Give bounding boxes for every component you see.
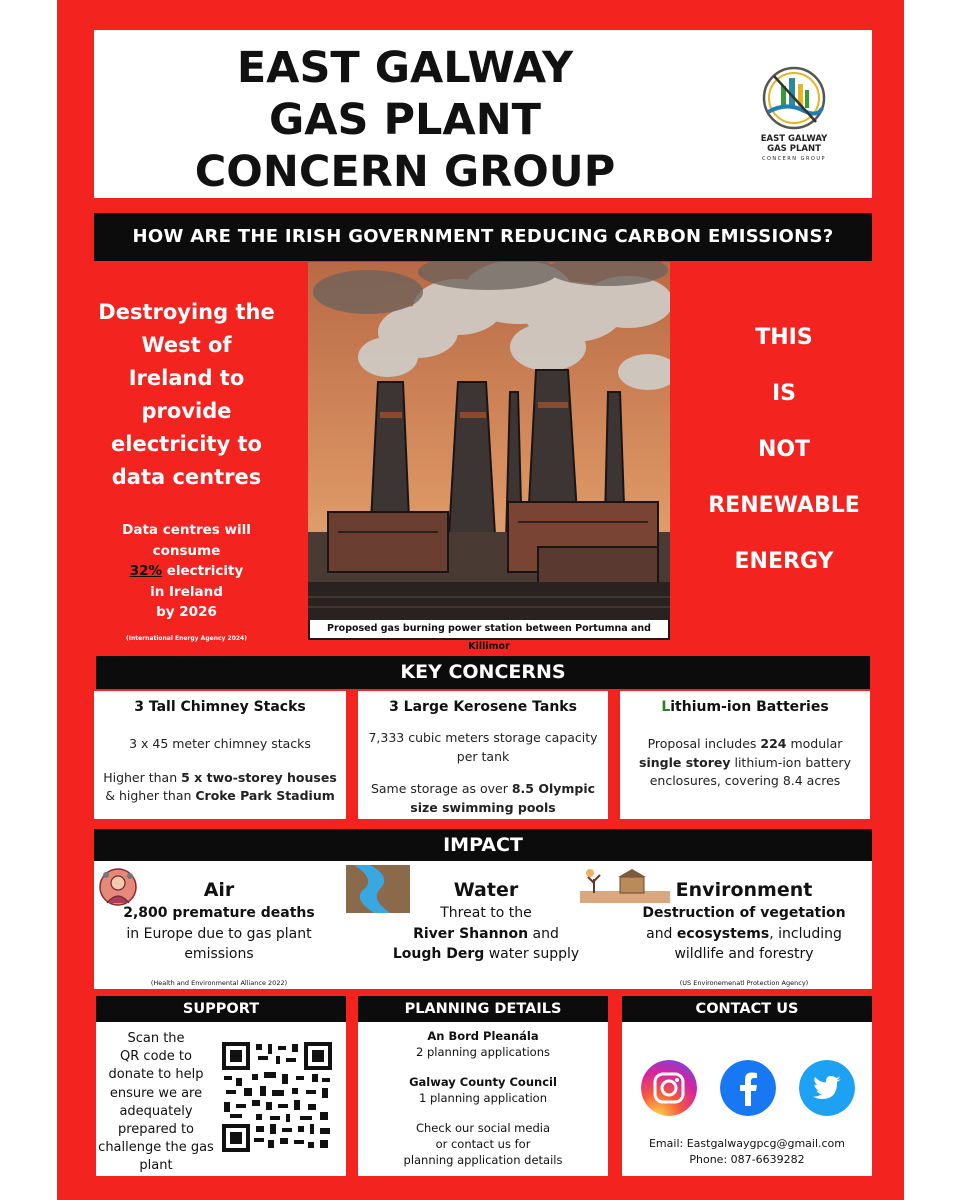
contact-email[interactable]: Email: Eastgalwaygpcg@gmail.com: [648, 1137, 846, 1150]
twitter-icon[interactable]: [799, 1060, 855, 1116]
support-heading: SUPPORT: [96, 996, 346, 1022]
instagram-icon[interactable]: [641, 1060, 697, 1116]
impact-heading: IMPACT: [94, 829, 872, 861]
impact-environment: Environment Destruction of vegetation and ecosystems, including wildlife and forestry (US Environemenatl Protection Agency): [642, 879, 846, 987]
tanks-title: 3 Large Kerosene Tanks: [389, 699, 577, 715]
chimney-card: 3 Tall Chimney Stacks 3 x 45 meter chimney stacks Higher than 5 x two-storey houses & higher than Croke Park Stadium: [94, 691, 346, 819]
title-line-3: CONCERN GROUP: [194, 147, 616, 197]
question-banner: HOW ARE THE IRISH GOVERNMENT REDUCING CARBON EMISSIONS?: [94, 213, 872, 261]
impact-panel: [94, 861, 872, 989]
impact-water: Water Threat to the River Shannon and Lough Derg water supply: [392, 879, 580, 962]
left-message: [79, 296, 294, 642]
batteries-title: Lithium-ion Batteries: [661, 699, 829, 715]
group-logo: [746, 64, 842, 190]
support-panel: [96, 1022, 346, 1176]
stat-percentage: 32%: [129, 563, 163, 579]
support-text: Scan the QR code to donate to help ensure we are adequately prepared to challenge the gas plant: [98, 1031, 214, 1174]
title-box: [94, 30, 872, 198]
planning-panel: [358, 1022, 608, 1176]
batteries-card: Lithium-ion Batteries Proposal includes 224 modular single storey lithium-ion battery enclosures, covering 8.4 acres: [620, 691, 870, 819]
page-title: [94, 42, 716, 198]
title-line-1: EAST GALWAY: [236, 43, 574, 93]
power-station-image: [308, 262, 670, 652]
key-concerns-heading: KEY CONCERNS: [96, 656, 870, 689]
impact-air: Air 2,800 premature deaths in Europe due to gas plant emissions (Health and Environmental Alliance 2022): [123, 879, 315, 987]
stat-source: (International Energy Agency 2024): [126, 634, 247, 642]
facebook-icon[interactable]: [720, 1060, 776, 1116]
chimney-title: 3 Tall Chimney Stacks: [134, 699, 306, 715]
title-line-2: GAS PLANT: [268, 95, 542, 145]
contact-details: [622, 1136, 872, 1167]
planning-heading: PLANNING DETAILS: [358, 996, 608, 1022]
logo-text: EAST GALWAY GAS PLANT CONCERN GROUP: [760, 134, 828, 162]
contact-panel: [622, 1022, 872, 1176]
donate-qr-code[interactable]: [222, 1042, 332, 1152]
data-centre-stat: Data centres will consume 32% electricity in Ireland by 2026: [122, 522, 251, 620]
image-caption: Proposed gas burning power station between Portumna and Killimor: [310, 620, 668, 638]
planning-text: An Bord Pleanála 2 planning applications Galway County Council 1 planning application Check our social media or contact us for planning application details: [403, 1029, 563, 1167]
contact-heading: CONTACT US: [622, 996, 872, 1022]
power-station-illustration: [308, 262, 670, 640]
poster: [57, 0, 904, 1200]
kerosene-tanks-card: 3 Large Kerosene Tanks 7,333 cubic meters storage capacity per tank Same storage as over 8.5 Olympic size swimming pools: [358, 691, 608, 819]
contact-phone[interactable]: Phone: 087-6639282: [689, 1152, 805, 1166]
logo-icon: [746, 64, 842, 134]
not-renewable-message: THIS IS NOT RENEWABLE ENERGY: [708, 325, 860, 574]
left-headline: Destroying the West of Ireland to provide electricity to data centres: [98, 300, 275, 489]
